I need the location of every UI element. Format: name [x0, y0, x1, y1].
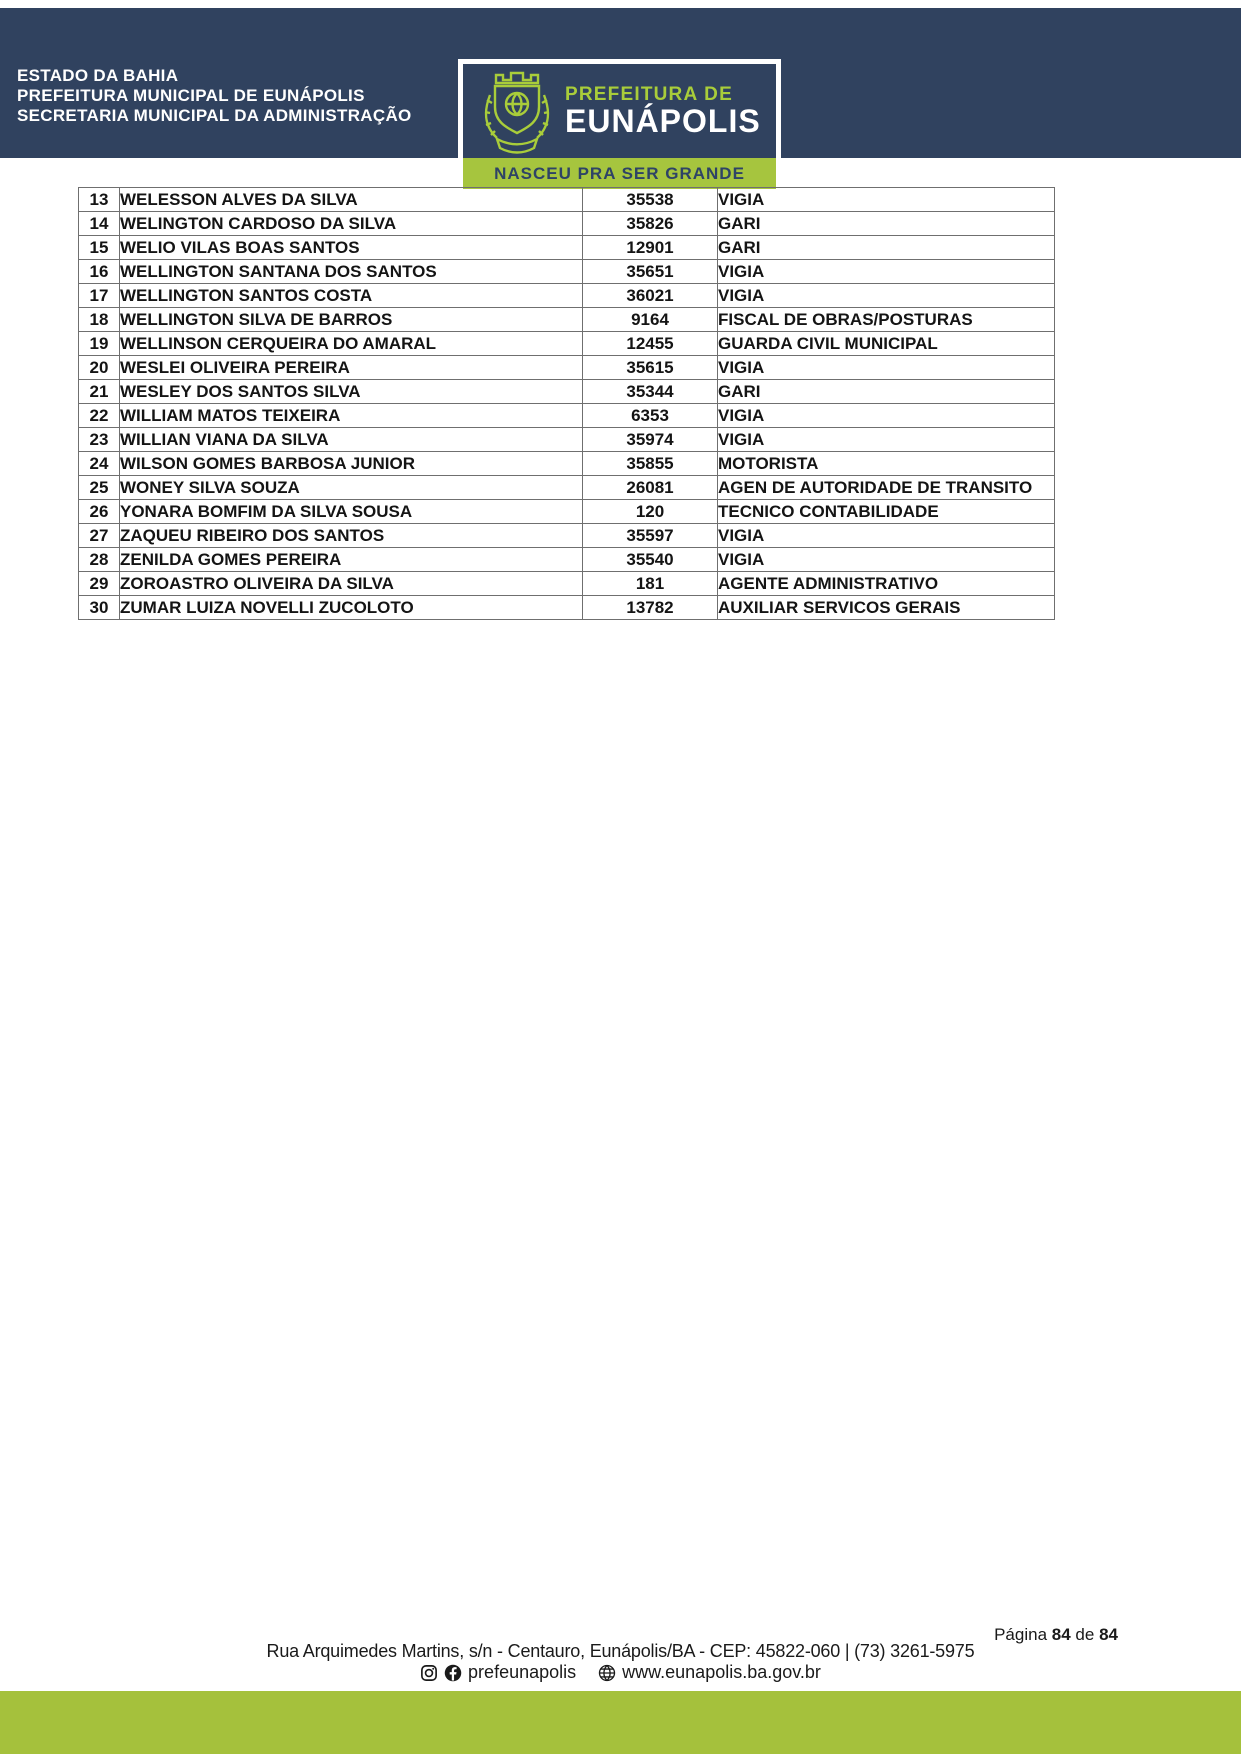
row-number-cell: 16 [79, 260, 120, 284]
name-cell: WELLINGTON SILVA DE BARROS [120, 308, 583, 332]
header-line-prefeitura: PREFEITURA MUNICIPAL DE EUNÁPOLIS [17, 86, 365, 105]
footer-social-line [0, 1662, 1241, 1683]
registration-cell: 35826 [583, 212, 718, 236]
name-cell: WELLINGTON SANTOS COSTA [120, 284, 583, 308]
page-number-label: Página [994, 1625, 1048, 1644]
position-cell: VIGIA [718, 356, 1055, 380]
registration-cell: 35538 [583, 188, 718, 212]
name-cell: WILSON GOMES BARBOSA JUNIOR [120, 452, 583, 476]
name-cell: WILLIAM MATOS TEIXEIRA [120, 404, 583, 428]
footer-website: www.eunapolis.ba.gov.br [622, 1662, 821, 1682]
row-number-cell: 20 [79, 356, 120, 380]
table-row [79, 500, 1055, 524]
row-number-cell: 15 [79, 236, 120, 260]
registration-cell: 120 [583, 500, 718, 524]
name-cell: ZUMAR LUIZA NOVELLI ZUCOLOTO [120, 596, 583, 620]
name-cell: WILLIAN VIANA DA SILVA [120, 428, 583, 452]
registration-cell: 35651 [583, 260, 718, 284]
table-row [79, 524, 1055, 548]
row-number-cell: 18 [79, 308, 120, 332]
position-cell: AGEN DE AUTORIDADE DE TRANSITO [718, 476, 1055, 500]
city-logo [458, 59, 781, 158]
coat-of-arms-icon [481, 67, 553, 155]
row-number-cell: 19 [79, 332, 120, 356]
row-number-cell: 27 [79, 524, 120, 548]
logo-eunapolis: EUNÁPOLIS [565, 103, 761, 139]
registration-cell: 35344 [583, 380, 718, 404]
registration-cell: 12455 [583, 332, 718, 356]
name-cell: WELLINSON CERQUEIRA DO AMARAL [120, 332, 583, 356]
row-number-cell: 23 [79, 428, 120, 452]
row-number-cell: 24 [79, 452, 120, 476]
table-row [79, 356, 1055, 380]
table-row [79, 596, 1055, 620]
table-row [79, 548, 1055, 572]
registration-cell: 12901 [583, 236, 718, 260]
table-row [79, 260, 1055, 284]
name-cell: WESLEY DOS SANTOS SILVA [120, 380, 583, 404]
social-handle: prefeunapolis [468, 1662, 577, 1682]
row-number-cell: 25 [79, 476, 120, 500]
city-logo-words [565, 85, 761, 137]
position-cell: VIGIA [718, 284, 1055, 308]
name-cell: WELLINGTON SANTANA DOS SANTOS [120, 260, 583, 284]
name-cell: ZENILDA GOMES PEREIRA [120, 548, 583, 572]
position-cell: VIGIA [718, 404, 1055, 428]
registration-cell: 35615 [583, 356, 718, 380]
header-line-secretaria: SECRETARIA MUNICIPAL DA ADMINISTRAÇÃO [17, 106, 412, 125]
position-cell: VIGIA [718, 428, 1055, 452]
position-cell: VIGIA [718, 188, 1055, 212]
row-number-cell: 22 [79, 404, 120, 428]
registration-cell: 35540 [583, 548, 718, 572]
registration-cell: 26081 [583, 476, 718, 500]
position-cell: AUXILIAR SERVICOS GERAIS [718, 596, 1055, 620]
position-cell: GARI [718, 380, 1055, 404]
registration-cell: 181 [583, 572, 718, 596]
row-number-cell: 13 [79, 188, 120, 212]
row-number-cell: 30 [79, 596, 120, 620]
position-cell: TECNICO CONTABILIDADE [718, 500, 1055, 524]
logo-tagline-banner [463, 158, 776, 189]
position-cell: AGENTE ADMINISTRATIVO [718, 572, 1055, 596]
name-cell: WESLEI OLIVEIRA PEREIRA [120, 356, 583, 380]
footer-address: Rua Arquimedes Martins, s/n - Centauro, Eunápolis/BA - CEP: 45822-060 | (73) 3261-5975 [266, 1641, 975, 1661]
name-cell: WONEY SILVA SOUZA [120, 476, 583, 500]
header-org-text [17, 66, 412, 126]
position-cell: VIGIA [718, 260, 1055, 284]
position-cell: FISCAL DE OBRAS/POSTURAS [718, 308, 1055, 332]
table-row [79, 476, 1055, 500]
position-cell: VIGIA [718, 548, 1055, 572]
table-row [79, 284, 1055, 308]
position-cell: GARI [718, 212, 1055, 236]
table-row [79, 188, 1055, 212]
position-cell: MOTORISTA [718, 452, 1055, 476]
row-number-cell: 17 [79, 284, 120, 308]
table-row [79, 308, 1055, 332]
row-number-cell: 26 [79, 500, 120, 524]
row-number-cell: 29 [79, 572, 120, 596]
registration-cell: 9164 [583, 308, 718, 332]
logo-tagline-text: NASCEU PRA SER GRANDE [494, 163, 745, 183]
registration-cell: 6353 [583, 404, 718, 428]
table-row [79, 428, 1055, 452]
registration-cell: 35597 [583, 524, 718, 548]
registration-cell: 36021 [583, 284, 718, 308]
name-cell: WELESSON ALVES DA SILVA [120, 188, 583, 212]
position-cell: VIGIA [718, 524, 1055, 548]
name-cell: WELINGTON CARDOSO DA SILVA [120, 212, 583, 236]
employee-roster-table [78, 187, 1055, 620]
registration-cell: 35855 [583, 452, 718, 476]
header-line-estado: ESTADO DA BAHIA [17, 66, 179, 85]
facebook-icon [444, 1664, 462, 1682]
logo-prefeitura-de: PREFEITURA DE [565, 84, 733, 105]
row-number-cell: 14 [79, 212, 120, 236]
name-cell: ZAQUEU RIBEIRO DOS SANTOS [120, 524, 583, 548]
name-cell: YONARA BOMFIM DA SILVA SOUSA [120, 500, 583, 524]
table-row [79, 452, 1055, 476]
position-cell: GUARDA CIVIL MUNICIPAL [718, 332, 1055, 356]
name-cell: ZOROASTRO OLIVEIRA DA SILVA [120, 572, 583, 596]
registration-cell: 35974 [583, 428, 718, 452]
table-row [79, 380, 1055, 404]
bottom-accent-bar [0, 1691, 1241, 1754]
table-row [79, 332, 1055, 356]
row-number-cell: 28 [79, 548, 120, 572]
registration-cell: 13782 [583, 596, 718, 620]
page-number-of-label: de [1075, 1625, 1095, 1644]
city-logo-background [463, 64, 776, 158]
globe-icon [598, 1664, 616, 1682]
table-row [79, 212, 1055, 236]
row-number-cell: 21 [79, 380, 120, 404]
table-row [79, 404, 1055, 428]
table-row [79, 572, 1055, 596]
table-row [79, 236, 1055, 260]
page-number-total: 84 [1099, 1625, 1118, 1644]
instagram-icon [420, 1664, 438, 1682]
name-cell: WELIO VILAS BOAS SANTOS [120, 236, 583, 260]
position-cell: GARI [718, 236, 1055, 260]
page-number-current: 84 [1051, 1625, 1071, 1644]
